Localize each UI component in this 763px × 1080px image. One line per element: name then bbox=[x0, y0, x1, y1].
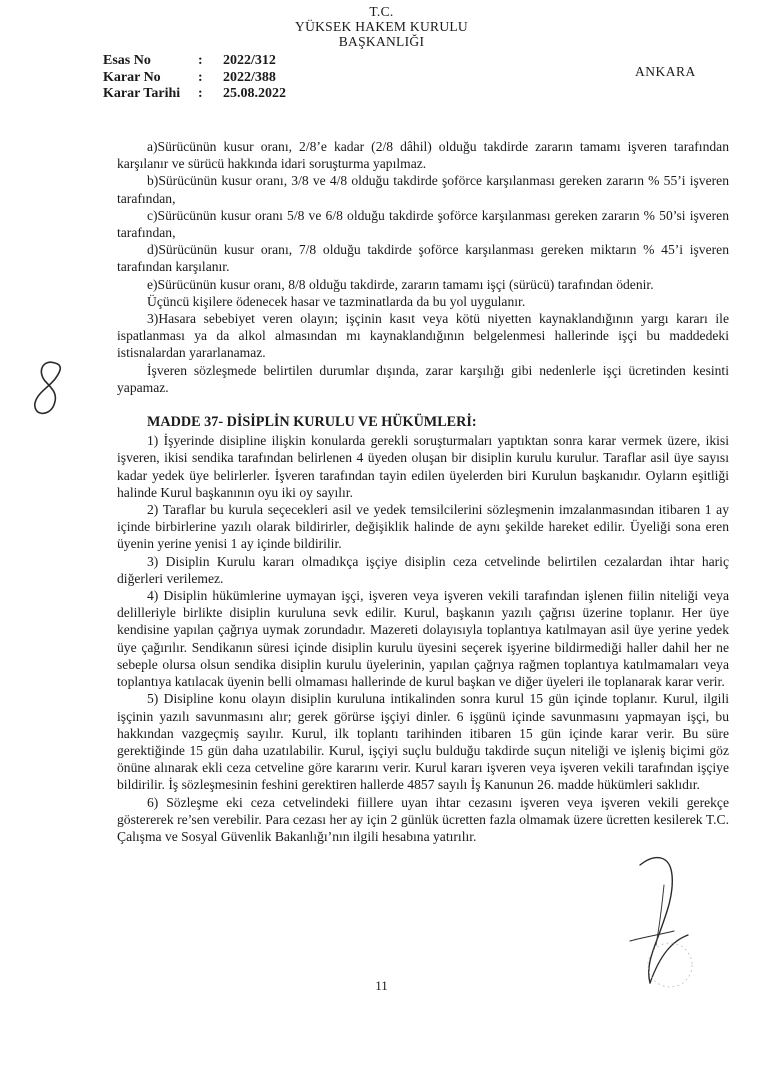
article-heading: MADDE 37- DİSİPLİN KURULU VE HÜKÜMLERİ: bbox=[147, 414, 477, 431]
article-clause: 3) Disiplin Kurulu kararı olmadıkça işçiye disiplin ceza cetvelinde belirtilen cezalardan ihtar hariç diğerleri verilemez. bbox=[117, 553, 729, 586]
article-clause: 6) Sözleşme eki ceza cetvelindeki fiillere uyan ihtar cezasını işveren veya işveren vekili gerekçe göstererek re’sen verebilir. Para cezası her ay için 2 günlük ücretten fazla olmamak üzere ücretten kesilerek T.C. Çalışma ve Sosyal Güvenlik Bakanlığı’nın ilgili hesabına yatırılır. bbox=[117, 794, 729, 844]
paragraph: a)Sürücünün kusur oranı, 2/8’e kadar (2/8 dâhil) olduğu takdirde zararın tamamı işveren tarafından karşılanır ve sürücü hakkında idari soruşturma yapılmaz. bbox=[117, 139, 729, 172]
tarih-row bbox=[103, 86, 286, 103]
paragraph: e)Sürücünün kusur oranı, 8/8 olduğu takdirde, zararın tamamı işçi (sürücü) tarafından ödenir. bbox=[147, 276, 654, 292]
article-clause: 5) Disipline konu olayın disiplin kuruluna intikalinden sonra kurul 15 gün içinde toplanır. Kurul, ilgili işçinin yazılı savunmasını alır; gerek görürse işçiyi dinler. 6 işgünü içinde savunmasını yapmayan işçi, bu hakkından vazgeçmiş sayılır. Kurul, ilk toplantı tarihinden itibaren 15 gün içinde karar verir. Bu süre gerektiğinde 15 gün daha uzatılabilir. Kurul, işçiyi suçlu bulduğu takdirde suçun niteliği ve işleniş biçimi göz önüne alınarak ekli ceza cetveline göre kararını verir. Kurul kararı işveren veya işveren vekili tarafından işçiye bildirilir. İş sözleşmesinin feshini gerektiren hallerde 4857 sayılı İş Kanunun 26. madde hükümleri saklıdır. bbox=[117, 691, 729, 793]
article-clause: 4) Disiplin hükümlerine uymayan işçi, işveren veya işveren vekili tarafından işlenen fiilin niteliği veya delilleriyle birlikte disiplin kuruluna sevk edilir. Kurul, başkanın yazılı çağrısı üzerine toplanır. Her üye kendisine yapılan çağrıya uymak zorundadır. Mazereti dolayısıyla toplantıya katılmayan asil üye yerine yedek üye çağırılır. Sendikanın süresi içinde disiplin kurulu üyesini seçerek işyerine bildirmediği haller dahil her ne sebeple olursa olsun sendika disiplin kurulu üyelerinin, yapılan çağrıya rağmen toplantıya katılmamaları veya toplantıya katılacak üyenin belli olmaması hallerinde de kurul başkan ve diğer üyeleri ile toplanarak karar verir. bbox=[117, 588, 729, 690]
header-tc: T.C. bbox=[369, 4, 394, 19]
institution-header bbox=[0, 4, 763, 49]
header-presidency: BAŞKANLIĞI bbox=[338, 34, 425, 49]
tarih-colon: : bbox=[198, 86, 203, 101]
city-label: ANKARA bbox=[635, 64, 696, 79]
paragraph: c)Sürücünün kusur oranı 5/8 ve 6/8 olduğu takdirde şoförce karşılanması gereken zararın % 50’si işveren tarafından, bbox=[117, 207, 729, 241]
karar-colon: : bbox=[198, 69, 203, 85]
tarih-value: 25.08.2022 bbox=[223, 86, 286, 101]
article-clause: 2) Taraflar bu kurula seçecekleri asil ve yedek temsilcilerini sözleşmenin imzalanmasından itibaren 1 ay içinde birbirlerine yazılı olarak bildirirler, değişiklik halinde de aynı şekilde hareket edilir. Üyeliği sona eren üyenin yerine yenisi 1 ay içinde bildirilir. bbox=[117, 502, 729, 552]
article-clause: 1) İşyerinde disipline ilişkin konularda gerekli soruşturmaları yaptıktan sonra karar vermek üzere, ikisi işveren, ikisi sendika tarafından belirlenen 4 üyeden oluşan bir disiplin kurulu kurulur. Taraflar asil üye sayısı kadar yedek üye belirlerler. İşveren tarafından tayin edilen üyelerden biri Kurulun başkanıdır. Oyların eşitliği halinde Kurul başkanının oyu iki oy sayılır. bbox=[117, 433, 729, 500]
paragraph: Üçüncü kişilere ödenecek hasar ve tazminatlarda da bu yol uygulanır. bbox=[147, 293, 526, 309]
tarih-label: Karar Tarihi bbox=[103, 86, 181, 101]
paragraph: İşveren sözleşmede belirtilen durumlar dışında, zarar karşılığı gibi nedenlerle işçi ücretinden kesinti yapamaz. bbox=[117, 362, 729, 395]
paragraph: b)Sürücünün kusur oranı, 3/8 ve 4/8 olduğu takdirde şoförce karşılanması gereken zararın % 55’i işveren tarafından, bbox=[117, 173, 729, 206]
karar-value: 2022/388 bbox=[223, 69, 276, 85]
esas-label: Esas No bbox=[103, 53, 151, 68]
case-metadata bbox=[103, 53, 286, 103]
karar-row bbox=[103, 70, 286, 87]
handwritten-8-icon bbox=[25, 355, 75, 425]
header-institution: YÜKSEK HAKEM KURULU bbox=[295, 19, 468, 34]
esas-value: 2022/312 bbox=[223, 53, 276, 68]
esas-row bbox=[103, 53, 286, 70]
document-body bbox=[117, 138, 729, 845]
esas-colon: : bbox=[198, 53, 203, 68]
paragraph: 3)Hasara sebebiyet veren olayın; işçinin kasıt veya kötü niyetten kaynaklandığının yargı kararı ile ispatlanması ya da alkol almasından mı kaynaklandığının belgelenmesi hallerinde işçi bu maddedeki istisnalardan yararlanamaz. bbox=[117, 311, 729, 361]
paragraph: d)Sürücünün kusur oranı, 7/8 olduğu takdirde şoförce karşılanması gereken miktarın % 45’i işveren tarafından karşılanır. bbox=[117, 242, 729, 275]
page-number: 11 bbox=[375, 978, 388, 993]
karar-label: Karar No bbox=[103, 69, 161, 85]
